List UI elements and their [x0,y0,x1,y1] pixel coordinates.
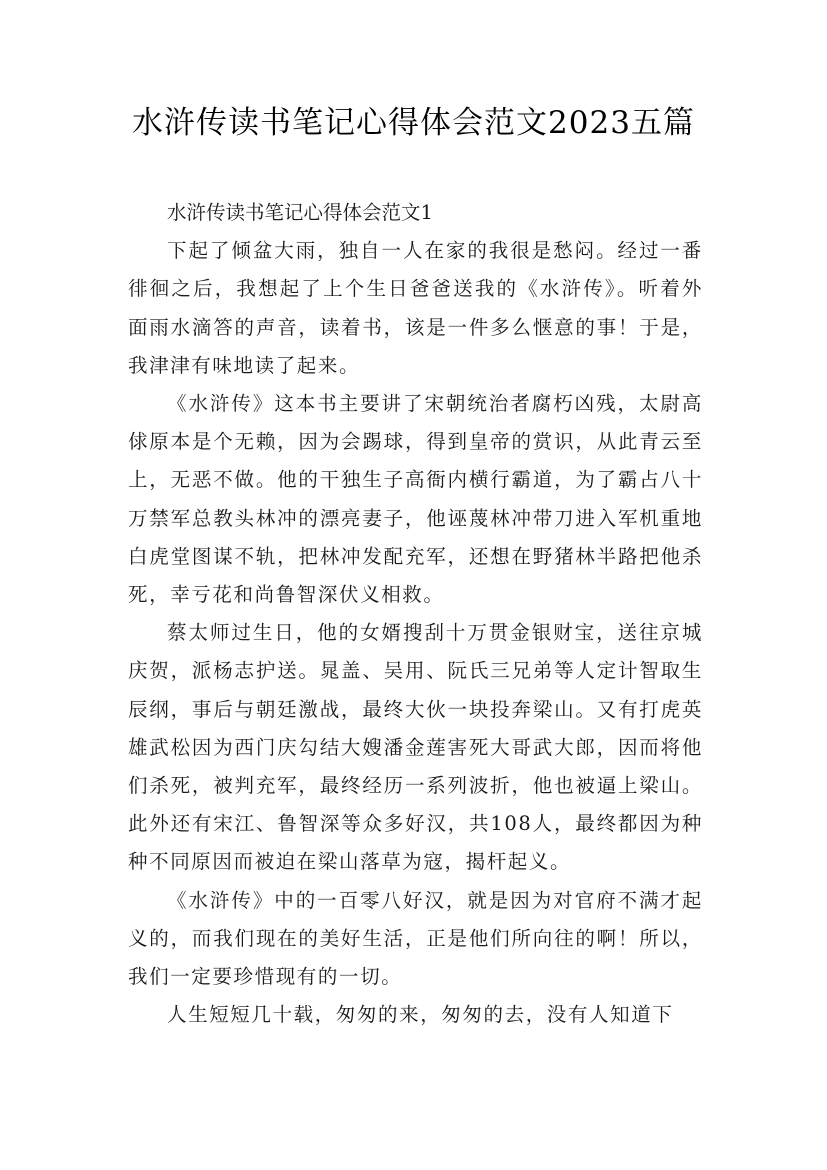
document-body [128,194,703,1034]
paragraph: 人生短短几十载，匆匆的来，匆匆的去，没有人知道下 [167,1003,674,1027]
paragraph: 《水浒传》中的一百零八好汉，就是因为对官府不满才起义的，而我们现在的美好生活，正是他们所向往的啊！所以，我们一定要珍惜现有的一切。 [128,888,703,989]
paragraph: 《水浒传》这本书主要讲了宋朝统治者腐朽凶残，太尉高俅原本是个无赖，因为会踢球，得到皇帝的赏识，从此青云至上，无恶不做。他的干独生子高衙内横行霸道，为了霸占八十万禁军总教头林冲的漂亮妻子，他诬蔑林冲带刀进入军机重地白虎堂图谋不轨，把林冲发配充军，还想在野猪林半路把他杀死，幸亏花和尚鲁智深伏义相救。 [128,392,703,607]
paragraph: 下起了倾盆大雨，独自一人在家的我很是愁闷。经过一番徘徊之后，我想起了上个生日爸爸送我的《水浒传》。听着外面雨水滴答的声音，读着书，该是一件多么惬意的事！于是，我津津有味地读了起来。 [128,239,703,377]
section-title: 水浒传读书笔记心得体会范文1 [167,201,433,224]
document-title: 水浒传读书笔记心得体会范文2023五篇 [132,105,695,141]
paragraph: 蔡太师过生日，他的女婿搜刮十万贯金银财宝，送往京城庆贺，派杨志护送。晁盖、吴用、阮氏三兄弟等人定计智取生辰纲，事后与朝廷激战，最终大伙一块投奔梁山。又有打虎英雄武松因为西门庆勾结大嫂潘金莲害死大哥武大郎，因而将他们杀死，被判充军，最终经历一系列波折，他也被逼上梁山。此外还有宋江、鲁智深等众多好汉，共108人，最终都因为种种不同原因而被迫在梁山落草为寇，揭杆起义。 [128,621,703,874]
